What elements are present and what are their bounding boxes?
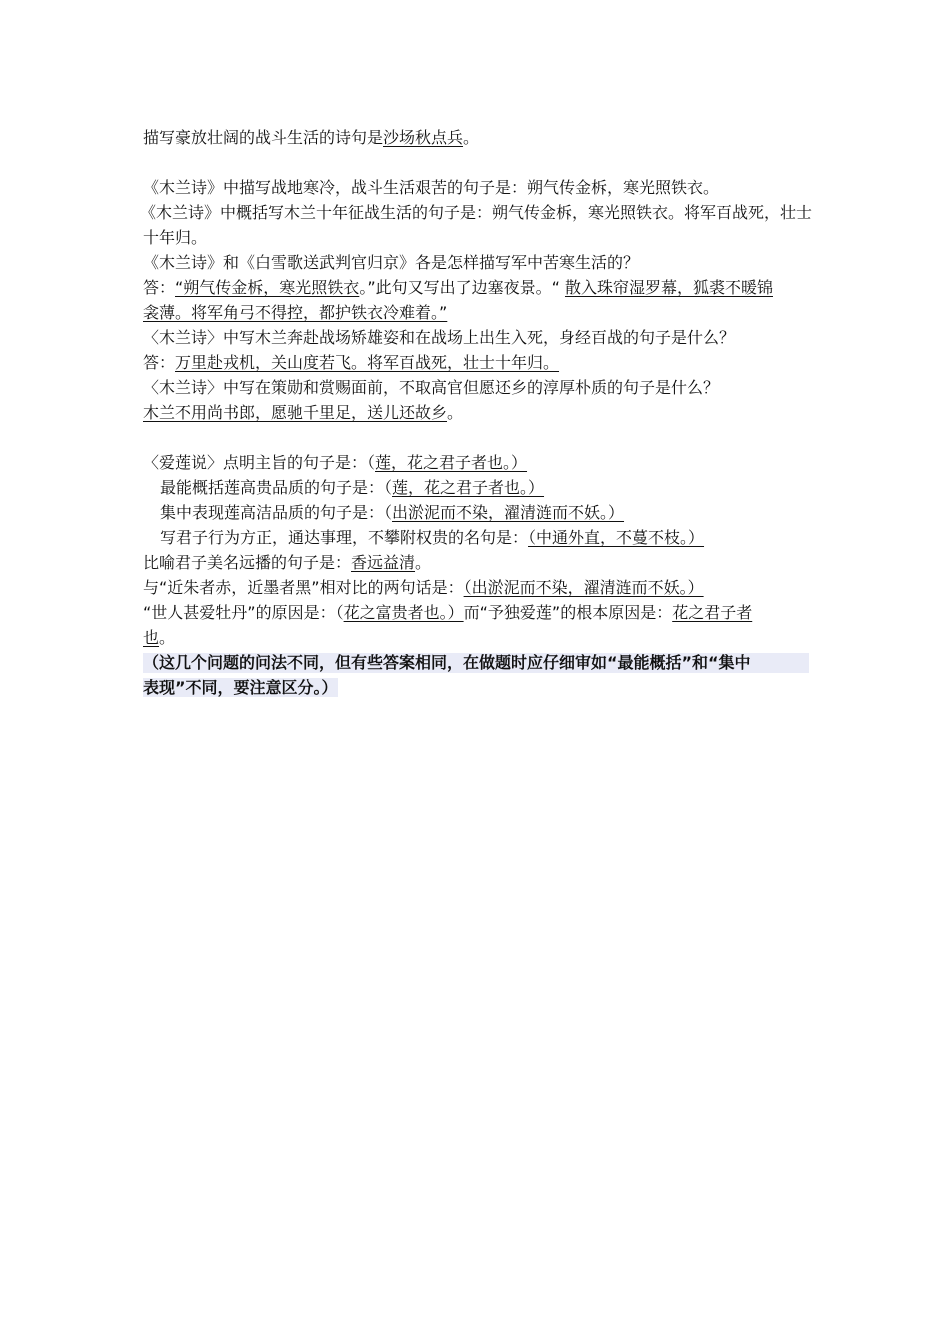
text: 〈木兰诗〉中写木兰奔赴战场矫雄姿和在战场上出生入死，身经百战的句子是什么？ [143,328,736,347]
note-highlight [143,653,809,675]
underlined-answer: 出淤泥而不染，濯清涟而不妖。） [392,503,625,522]
text: 《木兰诗》中描写战地寒冷，战斗生活艰苦的句子是：朔气传金柝，寒光照铁衣。 [143,178,720,197]
text: 十年归。 [143,228,208,247]
underlined-answer: 沙场秋点兵 [383,128,464,147]
note-text: （这几个问题的问法不同，但有些答案相同，在做题时应仔细审如“最能概括”和“集中 [143,653,809,673]
underlined-answer: “朔气传金柝，寒光照铁衣 [175,278,360,297]
line-answer-hardship [143,278,773,300]
line-contrast-saying [143,578,704,600]
text: 〈爱莲说〉点明主旨的句子是：（ [143,453,376,472]
line-mulan-cold [143,178,719,200]
underlined-answer: 也 [143,628,160,647]
text: 集中表现莲高洁品质的句子是：（ [160,503,393,522]
underlined-answer: 花之君子者 [672,603,753,622]
text: 而“予独爱莲”的根本原因是： [463,603,673,622]
text: 写君子行为方正，通达事理，不攀附权贵的名句是： [160,528,529,547]
line-answer-heroic [143,353,559,375]
line-question-heroic [143,328,735,350]
text: 。 [415,553,432,572]
line-peony-reason [143,603,752,625]
underlined-answer: 木兰不用尚书郎，愿驰千里足，送儿还故乡 [143,403,448,422]
underlined-answer: 莲，花之君子者也。） [375,453,528,472]
line-question-hardship [143,253,639,275]
line-question-modesty [143,378,719,400]
underlined-answer: 万里赴戎机，关山度若飞。将军百战死，壮士十年归。 [175,353,560,372]
underlined-answer: 散入珠帘湿罗幕，狐裘不暖锦 [564,278,773,297]
underlined-answer: 莲，花之君子者也。） [392,478,545,497]
line-lotus-pure [143,503,624,525]
text: “世人甚爱牡丹”的原因是：（ [143,603,344,622]
text: 与“近朱者赤，近墨者黑”相对比的两句话是： [143,578,464,597]
text: 《木兰诗》和《白雪歌送武判官归京》各是怎样描写军中苦寒生活的？ [143,253,640,272]
text: 。 [159,628,176,647]
underlined-answer: （中通外直，不蔓不枝。） [528,528,705,547]
text: 。”此句又写出了边塞夜景。“ [359,278,565,297]
text: 《木兰诗》中概括写木兰十年征战生活的句子是：朔气传金柝，寒光照铁衣。将军百战死，壮士 [140,203,813,222]
text: 〈木兰诗〉中写在策勋和赏赐面前，不取高官但愿还乡的淳厚朴质的句子是什么？ [143,378,720,397]
line-mulan-summary-cont [143,228,207,250]
underlined-answer: 衾薄。将军角弓不得控，都护铁衣冷难着。” [143,303,448,322]
text: 。 [463,128,480,147]
line-peony-reason-cont [143,628,175,650]
line-mulan-summary [140,203,812,225]
text: 答： [143,353,176,372]
line-lotus-theme [143,453,527,475]
underlined-answer: 花之富贵者也。） [343,603,464,622]
underlined-answer: （出淤泥而不染，濯清涟而不妖。） [463,578,704,597]
line-answer-hardship-cont [143,303,447,325]
text: 答： [143,278,176,297]
text: 。 [447,403,464,422]
text: 最能概括莲高贵品质的句子是：（ [160,478,393,497]
line-lotus-noble [143,478,544,500]
line-gentleman-fame [143,553,431,575]
text: 描写豪放壮阔的战斗生活的诗句是 [143,128,384,147]
line-battle-verse [143,128,479,150]
note-highlight-cont [143,678,338,700]
line-gentleman-upright [143,528,704,550]
text: 比喻君子美名远播的句子是： [143,553,352,572]
line-answer-modesty [143,403,463,425]
underlined-answer: 香远益清 [351,553,416,572]
note-text: 表现”不同，要注意区分。） [143,678,338,697]
